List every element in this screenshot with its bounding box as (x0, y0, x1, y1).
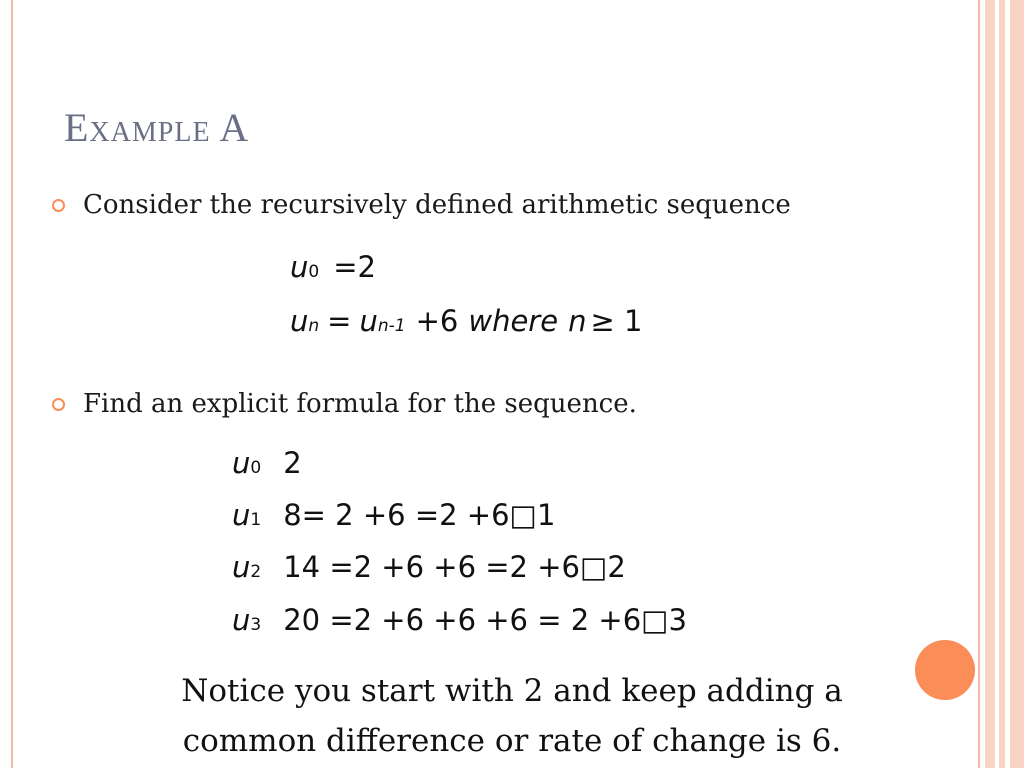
bullet-1 (52, 190, 791, 220)
slide-title: Example A (64, 105, 250, 150)
recursive-line-1: u 0 =2 (290, 250, 376, 284)
bullet-1-text: Consider the recursively defined arithmetic sequence (83, 190, 791, 220)
var-u: u (232, 550, 251, 584)
condition: ≥ 1 (590, 304, 643, 338)
bullet-circle-icon (52, 398, 65, 411)
bullet-2-text: Find an explicit formula for the sequence. (83, 389, 637, 419)
term-row-3: u 3 20 =2 +6 +6 +6 = 2 +6□3 (232, 603, 687, 637)
right-border-band-2 (999, 0, 1005, 768)
term-row-2: u 2 14 =2 +6 +6 =2 +6□2 (232, 550, 626, 584)
term-expression: 2 (283, 446, 302, 480)
bullet-circle-icon (52, 199, 65, 212)
expression: =2 (333, 250, 376, 284)
right-border-band-1 (985, 0, 995, 768)
where-word: where (468, 304, 559, 338)
bullet-2 (52, 389, 637, 419)
term-expression: 8= 2 +6 =2 +6□1 (283, 498, 556, 532)
plus-term: +6 (415, 304, 459, 338)
term-row-1: u 1 8= 2 +6 =2 +6□1 (232, 498, 556, 532)
var-u: u (290, 304, 309, 338)
var-u: u (232, 498, 251, 532)
left-border-line (11, 0, 13, 768)
var-u: u (359, 304, 378, 338)
term-row-0: u 0 2 (232, 446, 302, 480)
var-u: u (232, 446, 251, 480)
recursive-line-2: u n = u n-1 +6 where n ≥ 1 (290, 304, 643, 338)
var-n: n (568, 304, 587, 338)
right-border-line-1 (978, 0, 980, 768)
right-border-band-3 (1010, 0, 1024, 768)
term-expression: 20 =2 +6 +6 +6 = 2 +6□3 (283, 603, 687, 637)
equals: = (327, 304, 352, 338)
var-u: u (232, 603, 251, 637)
note-line-1: Notice you start with 2 and keep adding a (181, 673, 843, 709)
term-expression: 14 =2 +6 +6 =2 +6□2 (283, 550, 626, 584)
note-line-2: common difference or rate of change is 6. (182, 723, 842, 759)
var-u: u (290, 250, 309, 284)
